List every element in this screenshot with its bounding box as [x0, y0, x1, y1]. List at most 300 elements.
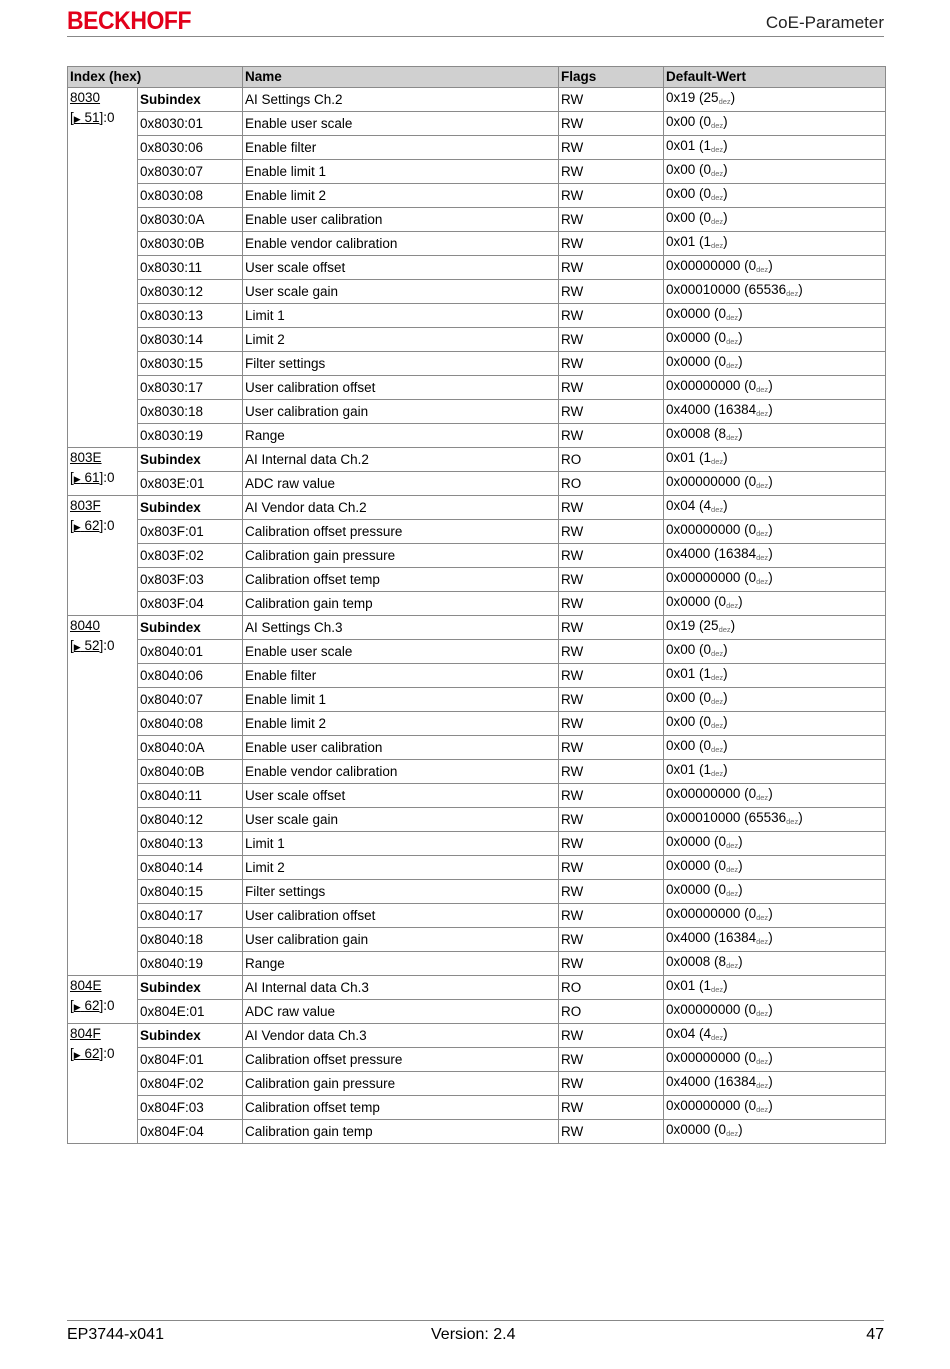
default-value-close: ) — [723, 761, 728, 777]
default-value-close: ) — [768, 377, 773, 393]
page-reference-link[interactable] — [74, 470, 100, 485]
flags-cell: RW — [559, 399, 664, 423]
subindex-cell: 0x803F:04 — [138, 591, 243, 615]
default-value: 0x4000 (16384 — [666, 1073, 757, 1089]
default-value-cell — [664, 615, 886, 639]
default-value-close: ) — [723, 113, 728, 129]
table-row — [68, 231, 886, 255]
name-cell: ADC raw value — [243, 999, 559, 1023]
name-cell: Enable user calibration — [243, 735, 559, 759]
subindex-cell: 0x803F:02 — [138, 543, 243, 567]
default-value-close: ) — [738, 953, 743, 969]
flags-cell: RW — [559, 183, 664, 207]
default-value: 0x19 (25 — [666, 617, 719, 633]
flags-cell: RW — [559, 1023, 664, 1047]
default-value-cell — [664, 879, 886, 903]
table-header-row — [68, 67, 886, 88]
table-row — [68, 831, 886, 855]
table-row — [68, 1095, 886, 1119]
flags-cell: RO — [559, 447, 664, 471]
arrow-right-icon: ▶ — [73, 473, 81, 484]
name-cell: User calibration offset — [243, 903, 559, 927]
decimal-subscript: dez — [726, 1128, 739, 1138]
arrow-right-icon: ▶ — [73, 1049, 81, 1060]
name-cell: User calibration gain — [243, 399, 559, 423]
default-value: 0x00000000 (0 — [666, 569, 757, 585]
arrow-right-icon: ▶ — [73, 641, 81, 652]
default-value-cell — [664, 567, 886, 591]
default-value: 0x01 (1 — [666, 977, 712, 993]
name-cell: Enable vendor calibration — [243, 231, 559, 255]
flags-cell: RW — [559, 87, 664, 111]
default-value: 0x00 (0 — [666, 185, 712, 201]
table-row — [68, 975, 886, 999]
table-row — [68, 951, 886, 975]
subindex-cell: Subindex — [138, 975, 243, 999]
index-cell: 803E [▶ 61]:0 — [68, 447, 138, 495]
default-value-close: ) — [723, 497, 728, 513]
table-row — [68, 999, 886, 1023]
default-value-close: ) — [738, 305, 743, 321]
name-cell: Limit 1 — [243, 303, 559, 327]
index-cell: 803F [▶ 62]:0 — [68, 495, 138, 615]
page-reference-link[interactable] — [74, 998, 100, 1013]
index-link[interactable]: 803F — [70, 497, 101, 513]
subindex-cell: 0x8040:0B — [138, 759, 243, 783]
default-value: 0x00 (0 — [666, 641, 712, 657]
decimal-subscript: dez — [718, 624, 731, 634]
table-row — [68, 495, 886, 519]
table-row — [68, 783, 886, 807]
page-reference-number: 62 — [84, 1045, 100, 1061]
default-value: 0x0000 (0 — [666, 329, 727, 345]
flags-cell: RW — [559, 1119, 664, 1143]
index-cell: 804F [▶ 62]:0 — [68, 1023, 138, 1143]
subindex-cell: 0x803F:01 — [138, 519, 243, 543]
subindex-cell: 0x8030:15 — [138, 351, 243, 375]
default-value: 0x0008 (8 — [666, 425, 727, 441]
subindex-cell: 0x8030:11 — [138, 255, 243, 279]
decimal-subscript: dez — [726, 312, 739, 322]
default-value-close: ) — [768, 905, 773, 921]
flags-cell: RO — [559, 999, 664, 1023]
subindex-cell: 0x8030:12 — [138, 279, 243, 303]
default-value-cell — [664, 783, 886, 807]
default-value-cell — [664, 639, 886, 663]
flags-cell: RW — [559, 303, 664, 327]
name-cell: Enable limit 2 — [243, 711, 559, 735]
column-header-index: Index (hex) — [68, 67, 243, 88]
table-row — [68, 111, 886, 135]
subindex-cell: 0x8040:07 — [138, 687, 243, 711]
default-value-close: ) — [768, 545, 773, 561]
name-cell: Enable user scale — [243, 111, 559, 135]
index-suffix: :0 — [103, 997, 115, 1013]
default-value-cell — [664, 975, 886, 999]
default-value-close: ) — [738, 593, 743, 609]
page-reference-link[interactable] — [74, 110, 100, 125]
footer-version: Version: 2.4 — [431, 1326, 516, 1343]
subindex-cell: 0x8040:06 — [138, 663, 243, 687]
default-value-cell — [664, 87, 886, 111]
table-row — [68, 519, 886, 543]
table-row — [68, 903, 886, 927]
decimal-subscript: dez — [756, 912, 769, 922]
default-value-close: ) — [723, 209, 728, 225]
flags-cell: RW — [559, 423, 664, 447]
default-value-close: ) — [768, 1073, 773, 1089]
decimal-subscript: dez — [756, 528, 769, 538]
name-cell: AI Settings Ch.2 — [243, 87, 559, 111]
flags-cell: RW — [559, 735, 664, 759]
default-value-cell — [664, 375, 886, 399]
index-suffix: :0 — [103, 637, 115, 653]
column-header-default: Default-Wert — [664, 67, 886, 88]
subindex-cell: 0x8040:0A — [138, 735, 243, 759]
name-cell: Calibration gain pressure — [243, 1071, 559, 1095]
flags-cell: RW — [559, 231, 664, 255]
footer-product: EP3744-x041 — [67, 1326, 164, 1343]
decimal-subscript: dez — [718, 96, 731, 106]
default-value-cell — [664, 447, 886, 471]
decimal-subscript: dez — [756, 792, 769, 802]
subindex-cell: 0x804F:04 — [138, 1119, 243, 1143]
decimal-subscript: dez — [786, 816, 799, 826]
name-cell: User calibration offset — [243, 375, 559, 399]
page-reference-number: 61 — [84, 469, 100, 485]
flags-cell: RW — [559, 663, 664, 687]
table-row — [68, 1047, 886, 1071]
name-cell: Range — [243, 423, 559, 447]
name-cell: Range — [243, 951, 559, 975]
default-value-cell — [664, 687, 886, 711]
index-cell: 8040 [▶ 52]:0 — [68, 615, 138, 975]
default-value: 0x0000 (0 — [666, 1121, 727, 1137]
flags-cell: RW — [559, 807, 664, 831]
coe-parameter-table — [67, 66, 886, 1144]
table-row — [68, 1071, 886, 1095]
default-value-cell — [664, 351, 886, 375]
name-cell: Calibration gain temp — [243, 591, 559, 615]
default-value: 0x00000000 (0 — [666, 257, 757, 273]
default-value-close: ) — [798, 809, 803, 825]
table-row — [68, 255, 886, 279]
name-cell: Enable limit 2 — [243, 183, 559, 207]
default-value-close: ) — [730, 617, 736, 633]
default-value-cell — [664, 423, 886, 447]
column-header-flags: Flags — [559, 67, 664, 88]
name-cell: AI Internal data Ch.2 — [243, 447, 559, 471]
subindex-cell: 0x8030:14 — [138, 327, 243, 351]
flags-cell: RW — [559, 903, 664, 927]
flags-cell: RW — [559, 1047, 664, 1071]
default-value: 0x00010000 (65536 — [666, 281, 787, 297]
default-value-close: ) — [768, 401, 773, 417]
default-value-cell — [664, 135, 886, 159]
index-link[interactable]: 8030 — [70, 89, 101, 105]
arrow-right-icon: ▶ — [73, 1001, 81, 1012]
subindex-cell: 0x8030:01 — [138, 111, 243, 135]
default-value-cell — [664, 543, 886, 567]
arrow-right-icon: ▶ — [73, 113, 81, 124]
name-cell: Enable filter — [243, 663, 559, 687]
decimal-subscript: dez — [756, 480, 769, 490]
table-row — [68, 423, 886, 447]
flags-cell: RW — [559, 639, 664, 663]
table-row — [68, 663, 886, 687]
page-reference-link[interactable] — [74, 1046, 100, 1061]
decimal-subscript: dez — [711, 672, 724, 682]
decimal-subscript: dez — [756, 1056, 769, 1066]
decimal-subscript: dez — [726, 432, 739, 442]
default-value-cell — [664, 759, 886, 783]
name-cell: AI Vendor data Ch.2 — [243, 495, 559, 519]
subindex-cell: Subindex — [138, 447, 243, 471]
decimal-subscript: dez — [711, 768, 724, 778]
decimal-subscript: dez — [711, 456, 724, 466]
default-value-cell — [664, 1119, 886, 1143]
flags-cell: RW — [559, 615, 664, 639]
table-row — [68, 759, 886, 783]
decimal-subscript: dez — [726, 336, 739, 346]
default-value-close: ) — [723, 713, 728, 729]
default-value-cell — [664, 207, 886, 231]
decimal-subscript: dez — [726, 360, 739, 370]
table-body — [68, 87, 886, 1143]
decimal-subscript: dez — [711, 168, 724, 178]
default-value-close: ) — [768, 1049, 773, 1065]
flags-cell: RW — [559, 759, 664, 783]
default-value-cell — [664, 663, 886, 687]
table-row — [68, 183, 886, 207]
default-value: 0x01 (1 — [666, 449, 712, 465]
name-cell: Limit 1 — [243, 831, 559, 855]
table-row — [68, 1023, 886, 1047]
flags-cell: RW — [559, 351, 664, 375]
default-value: 0x0008 (8 — [666, 953, 727, 969]
index-suffix: :0 — [103, 517, 115, 533]
default-value-close: ) — [768, 1001, 773, 1017]
flags-cell: RW — [559, 831, 664, 855]
index-cell: 8030 [▶ 51]:0 — [68, 87, 138, 447]
default-value: 0x0000 (0 — [666, 833, 727, 849]
default-value: 0x01 (1 — [666, 233, 712, 249]
table-row — [68, 471, 886, 495]
table-row — [68, 159, 886, 183]
decimal-subscript: dez — [726, 864, 739, 874]
default-value-close: ) — [768, 785, 773, 801]
default-value: 0x00 (0 — [666, 689, 712, 705]
default-value: 0x00 (0 — [666, 209, 712, 225]
subindex-cell: Subindex — [138, 615, 243, 639]
subindex-cell: 0x8030:07 — [138, 159, 243, 183]
default-value-cell — [664, 903, 886, 927]
index-link[interactable]: 804F — [70, 1025, 101, 1041]
subindex-cell: Subindex — [138, 1023, 243, 1047]
decimal-subscript: dez — [786, 288, 799, 298]
decimal-subscript: dez — [756, 384, 769, 394]
table-row — [68, 399, 886, 423]
name-cell: User calibration gain — [243, 927, 559, 951]
default-value-close: ) — [723, 137, 728, 153]
default-value: 0x00000000 (0 — [666, 521, 757, 537]
default-value-cell — [664, 519, 886, 543]
default-value-close: ) — [738, 1121, 743, 1137]
footer-divider — [67, 1320, 884, 1321]
name-cell: Calibration offset temp — [243, 1095, 559, 1119]
name-cell: ADC raw value — [243, 471, 559, 495]
default-value: 0x0000 (0 — [666, 305, 727, 321]
subindex-cell: 0x8040:13 — [138, 831, 243, 855]
table-row — [68, 711, 886, 735]
default-value-close: ) — [768, 929, 773, 945]
decimal-subscript: dez — [711, 984, 724, 994]
subindex-cell: 0x8040:11 — [138, 783, 243, 807]
section-title: CoE-Parameter — [765, 13, 884, 32]
default-value: 0x4000 (16384 — [666, 545, 757, 561]
name-cell: Enable filter — [243, 135, 559, 159]
flags-cell: RW — [559, 951, 664, 975]
table-row — [68, 135, 886, 159]
default-value-cell — [664, 111, 886, 135]
default-value-cell — [664, 255, 886, 279]
decimal-subscript: dez — [756, 264, 769, 274]
flags-cell: RW — [559, 711, 664, 735]
decimal-subscript: dez — [711, 144, 724, 154]
default-value-close: ) — [730, 89, 736, 105]
table-row — [68, 879, 886, 903]
name-cell: Enable vendor calibration — [243, 759, 559, 783]
table-row — [68, 375, 886, 399]
flags-cell: RW — [559, 111, 664, 135]
default-value-cell — [664, 1095, 886, 1119]
decimal-subscript: dez — [756, 408, 769, 418]
default-value-cell — [664, 231, 886, 255]
default-value-cell — [664, 279, 886, 303]
subindex-cell: 0x8040:15 — [138, 879, 243, 903]
name-cell: Calibration gain temp — [243, 1119, 559, 1143]
default-value-cell — [664, 399, 886, 423]
page-reference-number: 52 — [84, 637, 100, 653]
default-value-cell — [664, 471, 886, 495]
default-value-cell — [664, 1047, 886, 1071]
flags-cell: RO — [559, 975, 664, 999]
default-value: 0x00000000 (0 — [666, 1097, 757, 1113]
name-cell: Limit 2 — [243, 855, 559, 879]
index-link[interactable]: 8040 — [70, 617, 101, 633]
index-link[interactable]: 804E — [70, 977, 102, 993]
decimal-subscript: dez — [711, 120, 724, 130]
flags-cell: RW — [559, 159, 664, 183]
table-row — [68, 447, 886, 471]
decimal-subscript: dez — [756, 552, 769, 562]
default-value-close: ) — [768, 521, 773, 537]
index-link[interactable]: 803E — [70, 449, 102, 465]
default-value: 0x4000 (16384 — [666, 929, 757, 945]
default-value: 0x00000000 (0 — [666, 905, 757, 921]
decimal-subscript: dez — [756, 1080, 769, 1090]
subindex-cell: 0x8030:18 — [138, 399, 243, 423]
decimal-subscript: dez — [711, 744, 724, 754]
subindex-cell: 0x8040:01 — [138, 639, 243, 663]
subindex-cell: 0x804F:01 — [138, 1047, 243, 1071]
default-value: 0x00 (0 — [666, 113, 712, 129]
default-value-close: ) — [723, 641, 728, 657]
decimal-subscript: dez — [711, 192, 724, 202]
default-value-close: ) — [723, 185, 728, 201]
page-reference-number: 51 — [84, 109, 100, 125]
name-cell: Calibration offset pressure — [243, 1047, 559, 1071]
default-value-close: ) — [768, 569, 773, 585]
default-value: 0x00000000 (0 — [666, 377, 757, 393]
index-suffix: :0 — [103, 469, 115, 485]
beckhoff-logo: BECKHOFF — [67, 7, 192, 35]
default-value-close: ) — [723, 737, 728, 753]
name-cell: Calibration offset temp — [243, 567, 559, 591]
flags-cell: RW — [559, 207, 664, 231]
flags-cell: RW — [559, 279, 664, 303]
footer-page-number: 47 — [866, 1326, 884, 1343]
decimal-subscript: dez — [756, 1008, 769, 1018]
name-cell: Filter settings — [243, 351, 559, 375]
name-cell: Enable limit 1 — [243, 687, 559, 711]
index-suffix: :0 — [103, 109, 115, 125]
flags-cell: RW — [559, 1095, 664, 1119]
default-value: 0x0000 (0 — [666, 857, 727, 873]
flags-cell: RW — [559, 927, 664, 951]
table-row — [68, 615, 886, 639]
flags-cell: RW — [559, 855, 664, 879]
flags-cell: RW — [559, 543, 664, 567]
table-row — [68, 591, 886, 615]
subindex-cell: 0x8030:17 — [138, 375, 243, 399]
default-value-close: ) — [723, 1025, 728, 1041]
flags-cell: RW — [559, 591, 664, 615]
default-value: 0x00000000 (0 — [666, 1001, 757, 1017]
default-value-cell — [664, 735, 886, 759]
default-value-close: ) — [738, 329, 743, 345]
subindex-cell: Subindex — [138, 495, 243, 519]
name-cell: User scale offset — [243, 255, 559, 279]
default-value-cell — [664, 855, 886, 879]
default-value-close: ) — [738, 353, 743, 369]
default-value: 0x0000 (0 — [666, 593, 727, 609]
default-value: 0x00010000 (65536 — [666, 809, 787, 825]
name-cell: Calibration gain pressure — [243, 543, 559, 567]
decimal-subscript: dez — [756, 576, 769, 586]
subindex-cell: 0x804E:01 — [138, 999, 243, 1023]
name-cell: User scale offset — [243, 783, 559, 807]
default-value-cell — [664, 807, 886, 831]
default-value-close: ) — [768, 473, 773, 489]
subindex-cell: 0x8040:08 — [138, 711, 243, 735]
default-value: 0x0000 (0 — [666, 353, 727, 369]
default-value: 0x01 (1 — [666, 761, 712, 777]
decimal-subscript: dez — [711, 504, 724, 514]
flags-cell: RW — [559, 495, 664, 519]
name-cell: AI Internal data Ch.3 — [243, 975, 559, 999]
page-reference-link[interactable] — [74, 518, 100, 533]
flags-cell: RW — [559, 327, 664, 351]
table-row — [68, 543, 886, 567]
default-value-close: ) — [768, 1097, 773, 1113]
name-cell: AI Settings Ch.3 — [243, 615, 559, 639]
name-cell: Enable user calibration — [243, 207, 559, 231]
table-row — [68, 639, 886, 663]
page-reference-link[interactable] — [74, 638, 100, 653]
name-cell: User scale gain — [243, 279, 559, 303]
flags-cell: RW — [559, 687, 664, 711]
